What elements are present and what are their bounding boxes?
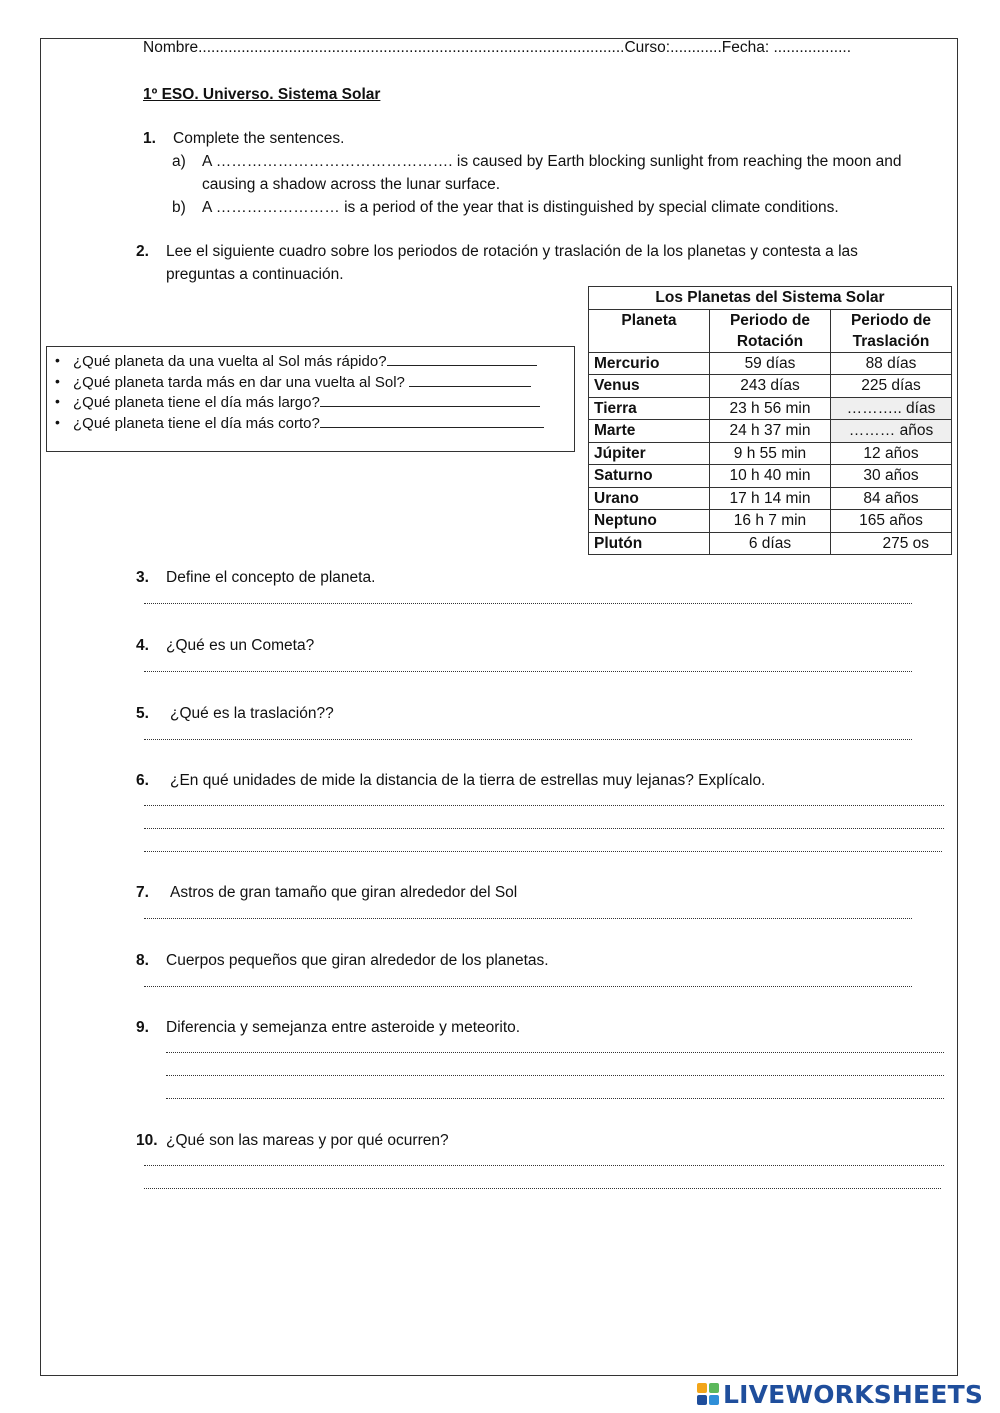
table-row: Neptuno 16 h 7 min 165 años — [589, 510, 952, 533]
table-header: Periodo de Traslación — [831, 309, 952, 352]
question-number: 6. — [136, 772, 149, 789]
answer-line[interactable] — [144, 601, 912, 604]
table-row: Mercurio 59 días 88 días — [589, 352, 952, 375]
bullet-question: • ¿Qué planeta da una vuelta al Sol más rápido? — [73, 351, 574, 372]
table-row: Saturno 10 h 40 min 30 años — [589, 465, 952, 488]
answer-line[interactable] — [144, 1186, 941, 1189]
bullet-question: • ¿Qué planeta tiene el día más largo? — [73, 392, 574, 413]
question-number: 10. — [136, 1132, 158, 1149]
answer-line[interactable] — [144, 849, 942, 852]
answer-blank[interactable] — [320, 392, 540, 407]
question-7 — [136, 883, 517, 903]
question-2 — [136, 242, 858, 262]
question-number: 9. — [136, 1019, 149, 1036]
liveworksheets-icon — [697, 1383, 719, 1405]
question-9 — [136, 1018, 520, 1038]
question-2-cont: preguntas a continuación. — [166, 266, 344, 283]
question-10 — [136, 1131, 449, 1151]
answer-line[interactable] — [144, 737, 912, 740]
question-number: 1. — [143, 130, 156, 147]
question-3 — [136, 568, 375, 588]
answer-line[interactable] — [144, 669, 912, 672]
table-row: Urano 17 h 14 min 84 años — [589, 487, 952, 510]
answer-blank[interactable] — [387, 351, 537, 366]
table-row: Marte 24 h 37 min ……… años — [589, 420, 952, 443]
question-number: 5. — [136, 705, 149, 722]
question-text: Cuerpos pequeños que giran alrededor de los planetas. — [166, 952, 549, 969]
answer-line[interactable] — [166, 1073, 944, 1076]
bullet-question: • ¿Qué planeta tarda más en dar una vuelta al Sol? — [73, 372, 574, 393]
table-row: Júpiter 9 h 55 min 12 años — [589, 442, 952, 465]
question-5 — [136, 704, 334, 724]
logo-text: LIVEWORKSHEETS — [723, 1379, 984, 1409]
table-row: Plutón 6 días 275 os — [589, 532, 952, 555]
table-row: Venus 243 días 225 días — [589, 375, 952, 398]
q1-b-label: b) — [172, 199, 186, 216]
answer-line[interactable] — [144, 984, 912, 987]
answer-line[interactable] — [166, 1050, 944, 1053]
q1-b-sentence: A …………………… is a period of the year that is distinguished by special climate conditions. — [202, 199, 839, 216]
q1-a-sentence: A ………………………………………. is caused by Earth blocking sunlight from reaching the moon and — [202, 153, 902, 170]
answer-line[interactable] — [144, 1163, 944, 1166]
table-header: Planeta — [589, 309, 710, 352]
q1-a-label: a) — [172, 153, 186, 170]
question-number: 2. — [136, 243, 149, 260]
table-header: Periodo de Rotación — [710, 309, 831, 352]
answer-blank[interactable] — [409, 372, 531, 387]
answer-line[interactable] — [144, 826, 944, 829]
question-4 — [136, 636, 314, 656]
question-number: 7. — [136, 884, 149, 901]
answer-blank[interactable] — [320, 413, 544, 428]
question-8 — [136, 951, 549, 971]
table-title: Los Planetas del Sistema Solar — [589, 287, 952, 310]
question-text: Astros de gran tamaño que giran alrededor del Sol — [170, 884, 518, 901]
question-text: ¿En qué unidades de mide la distancia de la tierra de estrellas muy lejanas? Explícalo. — [170, 772, 766, 789]
question-text: ¿Qué es un Cometa? — [166, 637, 315, 654]
question-text: Complete the sentences. — [173, 130, 345, 147]
question-text: Lee el siguiente cuadro sobre los periodos de rotación y traslación de la los planetas y contesta a las — [166, 243, 858, 260]
answer-cell[interactable]: ……… años — [831, 420, 952, 443]
planet-questions-box — [46, 346, 575, 452]
name-course-date-line: Nombre...................................................................................................Curso:............Fecha: .................. — [143, 39, 851, 56]
bullet-question: • ¿Qué planeta tiene el día más corto? — [73, 413, 574, 434]
question-text: ¿Qué son las mareas y por qué ocurren? — [166, 1132, 449, 1149]
answer-line[interactable] — [166, 1096, 944, 1099]
planets-table — [588, 286, 952, 555]
answer-cell[interactable]: ……….. días — [831, 397, 952, 420]
question-1 — [143, 129, 344, 149]
question-number: 3. — [136, 569, 149, 586]
question-text: ¿Qué es la traslación?? — [170, 705, 334, 722]
answer-line[interactable] — [144, 803, 944, 806]
page-title: 1º ESO. Universo. Sistema Solar — [143, 86, 381, 103]
q1-a-sentence-cont: causing a shadow across the lunar surface. — [202, 176, 501, 193]
table-row: Tierra 23 h 56 min ……….. días — [589, 397, 952, 420]
question-number: 8. — [136, 952, 149, 969]
question-number: 4. — [136, 637, 149, 654]
liveworksheets-logo — [697, 1379, 983, 1409]
answer-line[interactable] — [144, 916, 912, 919]
question-text: Define el concepto de planeta. — [166, 569, 376, 586]
question-text: Diferencia y semejanza entre asteroide y meteorito. — [166, 1019, 521, 1036]
question-6 — [136, 771, 765, 791]
